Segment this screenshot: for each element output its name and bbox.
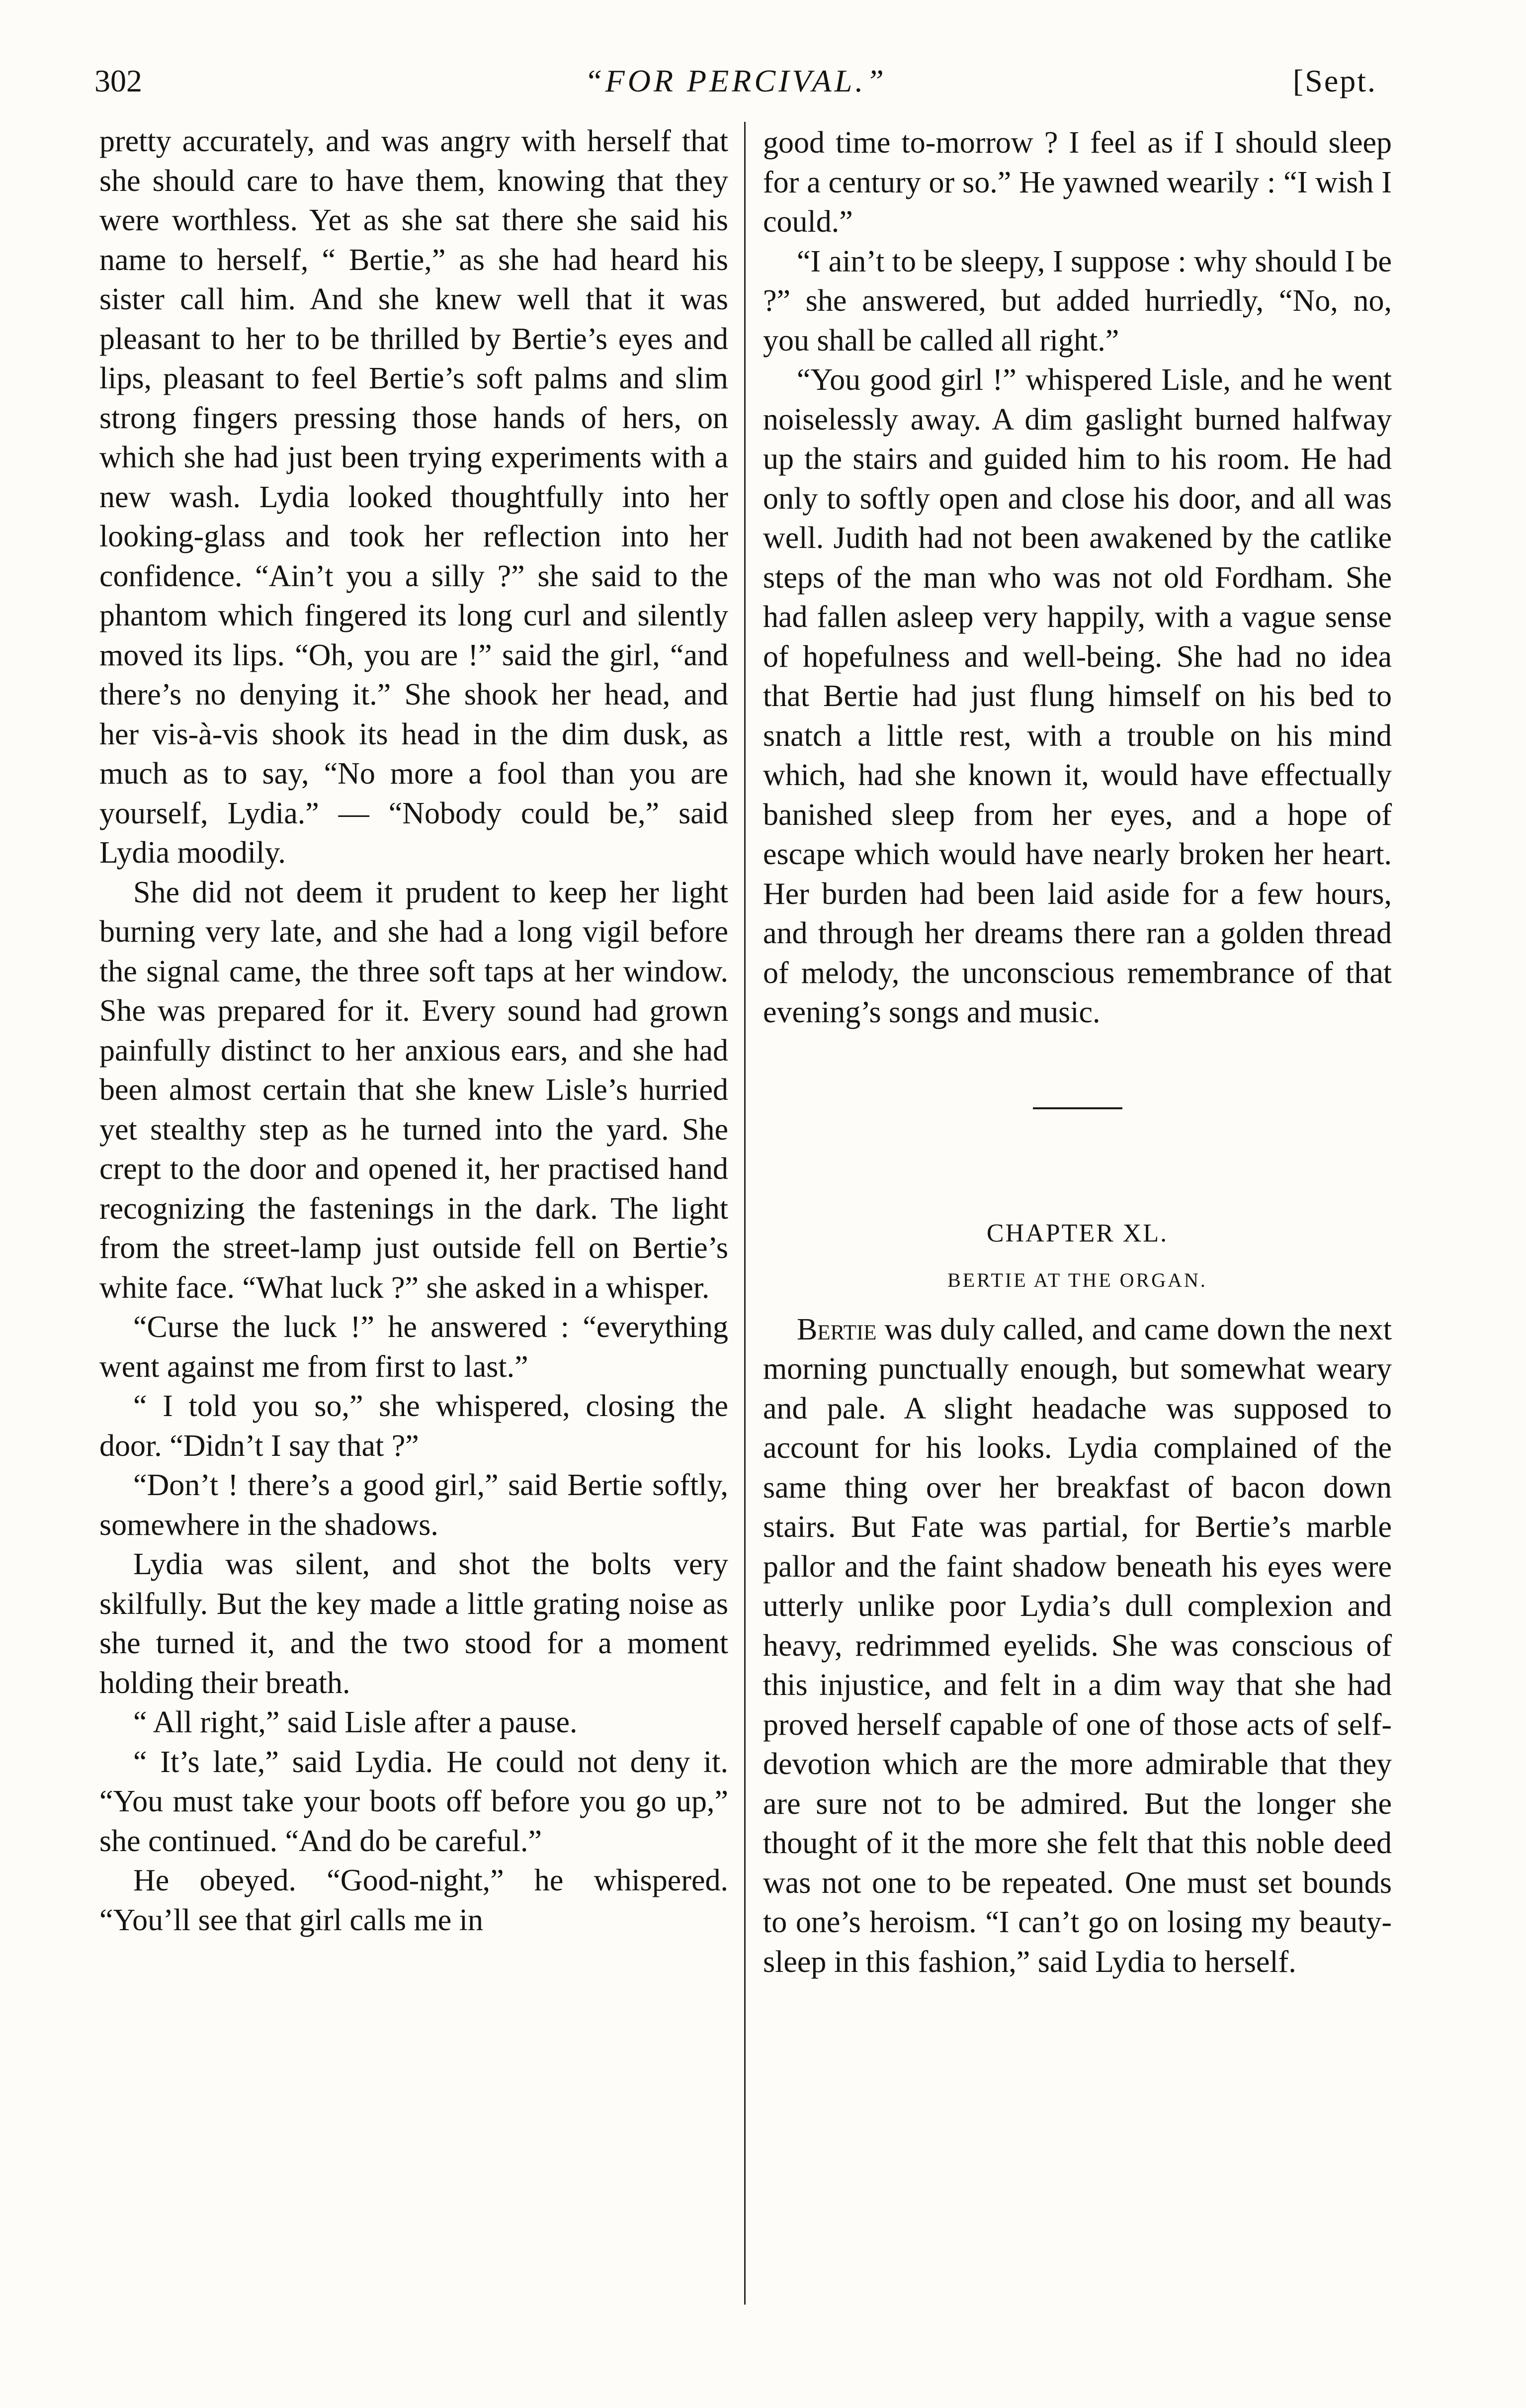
right-column — [763, 123, 1392, 1982]
month-label: [Sept. — [1292, 63, 1377, 98]
chapter-subtitle: BERTIE AT THE ORGAN. — [947, 1268, 1207, 1291]
paragraph: “You good girl !” whispered Lisle, and he went noiselessly away. A dim gaslight burned halfway up the stairs and guided him to his room. He had only to softly open and close his door, and all was well. Judith had not been awakened by the catlike steps of the man who was not old Fordham. She had fallen asleep very happily, with a vague sense of hopefulness and well-being. She had no idea that Bertie had just flung himself on his bed to snatch a little rest, with a trouble on his mind which, had she known it, would have effectually banished sleep from her eyes, and a hope of escape which would have nearly broken her heart. Her burden had been laid aside for a few hours, and through her dreams there ran a golden thread of melody, the unconscious remembrance of that evening’s songs and music. — [763, 363, 1392, 1029]
column-divider — [744, 122, 746, 2305]
paragraph: good time to-morrow ? I feel as if I should sleep for a century or so.” He yawned wearily : “I wish I could.” — [763, 126, 1392, 239]
paragraph: “ I told you so,” she whispered, closing the door. “Didn’t I say that ?” — [99, 1389, 728, 1463]
lead-word: Bertie — [797, 1312, 877, 1346]
paragraph: “I ain’t to be sleepy, I suppose : why should I be ?” she answered, but added hurriedly, “No, no, you shall be called all right.” — [763, 244, 1392, 357]
running-title: “FOR PERCIVAL.” — [585, 63, 887, 98]
left-column — [99, 122, 728, 1940]
paragraph: “Curse the luck !” he answered : “everything went against me from first to last.” — [99, 1310, 728, 1384]
paragraph: “ It’s late,” said Lydia. He could not deny it. “You must take your boots off before you go up,” she continued. “And do be careful.” — [99, 1745, 728, 1858]
chapter-heading: CHAPTER XL. — [986, 1219, 1169, 1248]
paragraph: Lydia was silent, and shot the bolts very skilfully. But the key made a little grating noise as she turned it, and the two stood for a moment holding their breath. — [99, 1547, 728, 1700]
page-header — [94, 59, 1377, 103]
paragraph: “Don’t ! there’s a good girl,” said Bertie softly, somewhere in the shadows. — [99, 1468, 728, 1542]
paragraph: pretty accurately, and was angry with herself that she should care to have them, knowing that they were worthless. Yet as she sat there she said his name to herself, “ Bertie,” as she had heard his sister call him. And she knew well that it was pleasant to her to be thrilled by Bertie’s eyes and lips, pleasant to feel Bertie’s soft palms and slim strong fingers pressing those hands of hers, on which she had just been trying experiments with a new wash. Lydia looked thoughtfully into her looking-glass and took her reflection into her confidence. “Ain’t you a silly ?” she said to the phantom which fingered its long curl and silently moved its lips. “Oh, you are !” said the girl, “and there’s no denying it.” She shook her head, and her vis-à-vis shook its head in the dim dusk, as much as to say, “No more a fool than you are yourself, Lydia.” — “Nobody could be,” said Lydia moodily. — [99, 124, 728, 870]
page-number: 302 — [94, 63, 142, 98]
paragraph-body: was duly called, and came down the next morning punctually enough, but somewhat weary and pale. A slight headache was supposed to account for his looks. Lydia complained of the same thing over her breakfast of bacon down stairs. But Fate was partial, for Bertie’s marble pallor and the faint shadow beneath his eyes were utterly unlike poor Lydia’s dull complexion and heavy, redrimmed eyelids. She was conscious of this injustice, and felt in a dim way that she had proved herself capable of one of those acts of self-devotion which are the more admirable that they are sure not to be admired. But the longer she thought of it the more she felt that this noble deed was not one to be repeated. One must set bounds to one’s heroism. “I can’t go on losing my beauty-sleep in this fashion,” said Lydia to herself. — [763, 1312, 1392, 1979]
section-rule — [1033, 1107, 1122, 1109]
chapter-opening-paragraph — [763, 1310, 1392, 1982]
paragraph: She did not deem it prudent to keep her light burning very late, and she had a long vigil before the signal came, the three soft taps at her window. She was prepared for it. Every sound had grown painfully distinct to her anxious ears, and she had been almost certain that she knew Lisle’s hurried yet stealthy step as he turned into the yard. She crept to the door and opened it, her practised hand recognizing the fastenings in the dark. The light from the street-lamp just outside fell on Bertie’s white face. “What luck ?” she asked in a whisper. — [99, 875, 728, 1305]
paragraph: He obeyed. “Good-night,” he whispered. “You’ll see that girl calls me in — [99, 1864, 728, 1937]
paragraph: “ All right,” said Lisle after a pause. — [133, 1705, 578, 1739]
